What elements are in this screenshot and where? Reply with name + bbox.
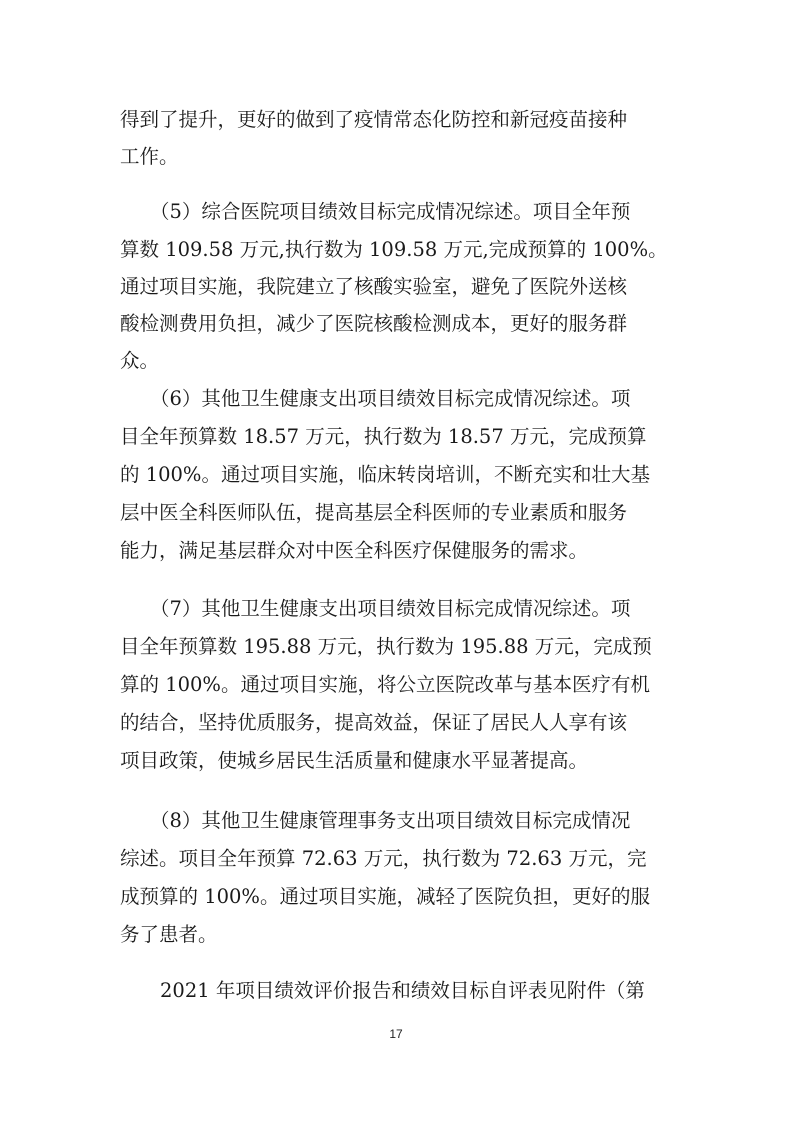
paragraph-line: 成预算的 100%。通过项目实施，减轻了医院负担，更好的服 [120, 885, 650, 908]
paragraph-line: 工作。 [120, 145, 179, 168]
paragraph-line: 务了患者。 [120, 923, 218, 946]
paragraph-line: 算的 100%。通过项目实施，将公立医院改革与基本医疗有机 [120, 673, 650, 696]
paragraph-line: 目全年预算数 195.88 万元，执行数为 195.88 万元，完成预 [120, 635, 652, 658]
paragraph-line: 项目政策，使城乡居民生活质量和健康水平显著提高。 [120, 749, 589, 772]
section-7-heading-line: （7）其他卫生健康支出项目绩效目标完成情况综述。项 [150, 597, 631, 620]
section-8-heading-line: （8）其他卫生健康管理事务支出项目绩效目标完成情况 [150, 809, 631, 832]
paragraph-line: 目全年预算数 18.57 万元，执行数为 18.57 万元，完成预算 [120, 425, 647, 448]
section-6-heading-line: （6）其他卫生健康支出项目绩效目标完成情况综述。项 [150, 387, 631, 410]
paragraph-line: 综述。项目全年预算 72.63 万元，执行数为 72.63 万元，完 [120, 847, 647, 870]
appendix-reference-line: 2021 年项目绩效评价报告和绩效目标自评表见附件（第 [160, 979, 645, 1002]
paragraph-line: 通过项目实施，我院建立了核酸实验室，避免了医院外送核 [120, 275, 628, 298]
paragraph-line: 的 100%。通过项目实施，临床转岗培训，不断充实和壮大基 [120, 463, 650, 486]
page-number: 17 [389, 1027, 403, 1041]
section-5-heading-line: （5）综合医院项目绩效目标完成情况综述。项目全年预 [150, 200, 631, 223]
paragraph-line: 能力，满足基层群众对中医全科医疗保健服务的需求。 [120, 539, 589, 562]
paragraph-line: 酸检测费用负担，减少了医院核酸检测成本，更好的服务群 [120, 312, 628, 335]
paragraph-line: 得到了提升，更好的做到了疫情常态化防控和新冠疫苗接种 [120, 108, 628, 131]
paragraph-line: 层中医全科医师队伍，提高基层全科医师的专业素质和服务 [120, 501, 628, 524]
paragraph-line: 众。 [120, 349, 160, 372]
paragraph-line: 的结合，坚持优质服务，提高效益，保证了居民人人享有该 [120, 711, 628, 734]
paragraph-line: 算数 109.58 万元,执行数为 109.58 万元,完成预算的 100%。 [120, 238, 668, 261]
